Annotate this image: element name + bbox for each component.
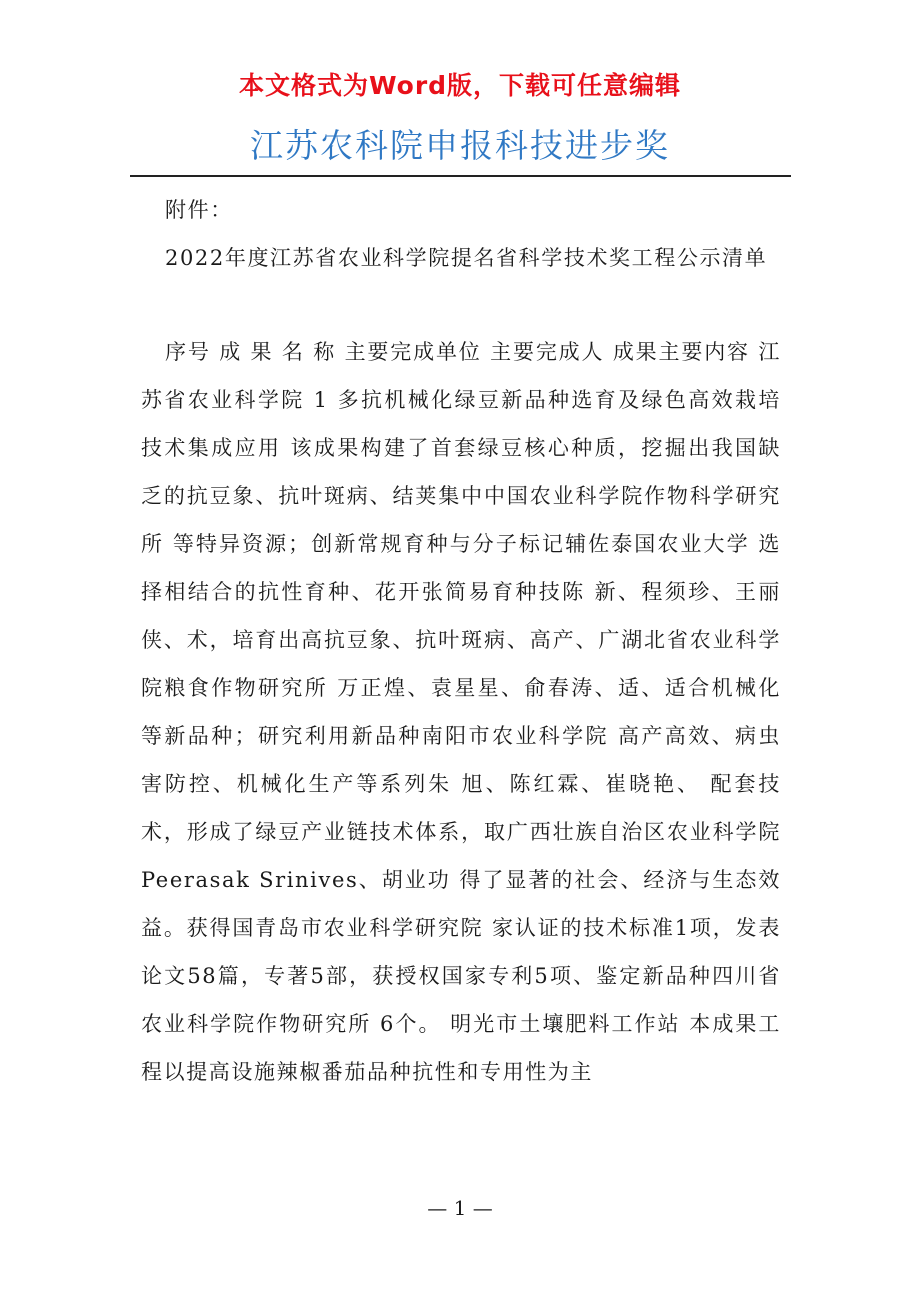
- list-heading: 2022年度江苏省农业科学院提名省科学技术奖工程公示清单: [165, 246, 768, 270]
- document-body: [141, 186, 781, 1096]
- page-number: — 1 —: [427, 1196, 493, 1220]
- attachment-label: 附件：: [165, 198, 233, 222]
- header-divider: [130, 175, 791, 177]
- body-paragraph: 序号 成 果 名 称 主要完成单位 主要完成人 成果主要内容 江苏省农业科学院 1 多抗机械化绿豆新品种选育及绿色高效栽培技术集成应用 该成果构建了首套绿豆核心种质，挖掘出我国缺乏的抗豆象、抗叶斑病、结荚集中中国农业科学院作物科学研究所 等特异资源；创新常规育种与分子标记辅佐泰国农业大学 选择相结合的抗性育种、花开张简易育种技陈 新、程须珍、王丽侠、术，培育出高抗豆象、抗叶斑病、高产、广湖北省农业科学院粮食作物研究所 万正煌、袁星星、俞春涛、适、适合机械化等新品种；研究利用新品种南阳市农业科学院 高产高效、病虫害防控、机械化生产等系列朱 旭、陈红霖、崔晓艳、 配套技术，形成了绿豆产业链技术体系，取广西壮族自治区农业科学院 Peerasak Srinives、胡业功 得了显著的社会、经济与生态效益。获得国青岛市农业科学研究院 家认证的技术标准1项，发表论文58篇，专著5部，获授权国家专利5项、鉴定新品种四川省农业科学院作物研究所 6个。 明光市土壤肥料工作站 本成果工程以提高设施辣椒番茄品种抗性和专用性为主: [141, 340, 781, 1084]
- document-title: 江苏农科院申报科技进步奖: [250, 126, 670, 165]
- download-banner: 本文格式为Word版，下载可任意编辑: [238, 71, 682, 100]
